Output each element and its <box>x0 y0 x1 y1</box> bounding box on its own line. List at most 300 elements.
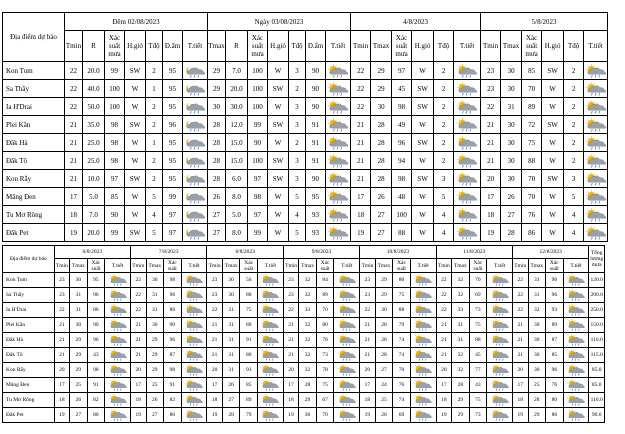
weather-cell <box>584 224 608 242</box>
value-cell: 32 <box>452 348 470 363</box>
value-cell: 89 <box>522 98 542 116</box>
value-cell: 5 <box>434 188 454 206</box>
location-name: Kon Tum <box>3 273 55 288</box>
weather-cell <box>487 273 513 288</box>
value-cell: 28 <box>371 170 392 188</box>
value-cell: 19 <box>513 408 528 423</box>
value-cell: 76 <box>316 333 334 348</box>
value-cell: 17 <box>351 188 371 206</box>
value-cell: 22 <box>131 303 146 318</box>
weather-cell <box>183 152 208 170</box>
value-cell: 2 <box>434 98 454 116</box>
sun-cloud-rain-icon <box>259 379 281 391</box>
value-cell: 30 <box>375 303 393 318</box>
column-header: T.tiết <box>334 259 360 273</box>
value-cell: 18 <box>436 393 451 408</box>
value-cell: 21 <box>131 348 146 363</box>
value-cell: 22 <box>360 303 375 318</box>
weather-cell <box>105 378 131 393</box>
value-cell: 100 <box>248 152 268 170</box>
value-cell: 21 <box>207 318 222 333</box>
value-cell: 30 <box>501 170 522 188</box>
sun-cloud-rain-icon <box>455 64 479 78</box>
value-cell: 95 <box>163 62 183 80</box>
value-cell: 100 <box>248 80 268 98</box>
value-cell: 97 <box>163 224 183 242</box>
value-cell: 74 <box>393 333 411 348</box>
weather-cell <box>584 170 608 188</box>
table-row <box>3 273 605 288</box>
sun-cloud-rain-icon <box>326 64 350 78</box>
value-cell: 95 <box>163 152 183 170</box>
total-rain-cell: 115.0 <box>589 348 605 363</box>
weather-cell <box>326 206 351 224</box>
column-header: H.gió <box>268 31 289 62</box>
value-cell: 99 <box>248 116 268 134</box>
value-cell: 28 <box>222 408 240 423</box>
value-cell: 7.0 <box>226 62 248 80</box>
value-cell: 87 <box>164 348 182 363</box>
value-cell: 100 <box>105 80 125 98</box>
column-header: Xác suất <box>393 259 411 273</box>
value-cell: 29 <box>375 273 393 288</box>
value-cell: 20 <box>207 363 222 378</box>
value-cell: 2 <box>564 80 584 98</box>
sun-cloud-rain-icon <box>412 274 434 286</box>
weather-cell <box>563 273 589 288</box>
value-cell: 27 <box>70 408 88 423</box>
value-cell: 30 <box>222 288 240 303</box>
column-header: Xác suất <box>87 259 105 273</box>
value-cell: 32 <box>299 363 317 378</box>
value-cell: 30 <box>528 333 546 348</box>
column-header: T.tiết <box>181 259 207 273</box>
value-cell: 5.0 <box>83 188 105 206</box>
value-cell: 4 <box>146 206 163 224</box>
value-cell: 97 <box>248 170 268 188</box>
cloud-rain-night-icon <box>183 136 207 150</box>
value-cell: 29 <box>375 288 393 303</box>
value-cell: 31 <box>501 98 522 116</box>
value-cell: 89 <box>546 318 564 333</box>
value-cell: 27 <box>146 408 164 423</box>
value-cell: 23 <box>360 288 375 303</box>
value-cell: 94 <box>392 152 412 170</box>
sun-cloud-rain-icon <box>565 334 587 346</box>
sun-cloud-rain-icon <box>584 226 608 240</box>
weather-cell <box>454 80 481 98</box>
weather-cell <box>105 393 131 408</box>
value-cell: 32 <box>299 318 317 333</box>
value-cell: 21 <box>283 318 298 333</box>
value-cell: 45 <box>469 348 487 363</box>
weather-cell <box>105 318 131 333</box>
value-cell: 96 <box>87 333 105 348</box>
value-cell: 30 <box>146 273 164 288</box>
value-cell: SW <box>412 134 434 152</box>
table-row <box>3 152 608 170</box>
sun-cloud-rain-icon <box>584 154 608 168</box>
value-cell: 21 <box>54 333 69 348</box>
value-cell: SW <box>268 80 289 98</box>
weather-cell <box>181 303 207 318</box>
value-cell: 8.0 <box>226 224 248 242</box>
value-cell: 3 <box>564 170 584 188</box>
value-cell: 90 <box>306 80 326 98</box>
sun-cloud-rain-icon <box>455 100 479 114</box>
cloud-rain-night-icon <box>183 118 207 132</box>
value-cell: SW <box>412 80 434 98</box>
value-cell: 74 <box>393 393 411 408</box>
column-header: Xác suất mưa <box>105 31 125 62</box>
value-cell: 91 <box>240 333 258 348</box>
value-cell: 70 <box>522 188 542 206</box>
value-cell: 4 <box>434 206 454 224</box>
value-cell: 20.0 <box>83 62 105 80</box>
sun-cloud-rain-icon <box>183 334 205 346</box>
value-cell: W <box>542 224 564 242</box>
value-cell: 73 <box>469 408 487 423</box>
total-rain-cell: 120.0 <box>589 273 605 288</box>
value-cell: 23 <box>207 273 222 288</box>
value-cell: 23 <box>207 288 222 303</box>
total-rain-cell: 250.0 <box>589 303 605 318</box>
table-row <box>3 134 608 152</box>
value-cell: 95 <box>306 188 326 206</box>
value-cell: 1 <box>146 134 163 152</box>
value-cell: 5 <box>146 188 163 206</box>
value-cell: 5 <box>146 224 163 242</box>
value-cell: 3 <box>289 62 306 80</box>
value-cell: 85 <box>546 348 564 363</box>
value-cell: 76 <box>522 206 542 224</box>
weather-cell <box>454 116 481 134</box>
sun-cloud-rain-icon <box>412 289 434 301</box>
value-cell: 25.0 <box>83 134 105 152</box>
value-cell: 96 <box>546 273 564 288</box>
value-cell: 30 <box>528 348 546 363</box>
sun-cloud-rain-icon <box>326 190 350 204</box>
value-cell: 73 <box>469 303 487 318</box>
value-cell: 99 <box>105 224 125 242</box>
column-header: Tmax <box>299 259 317 273</box>
value-cell: 25 <box>70 378 88 393</box>
value-cell: 96 <box>163 116 183 134</box>
sun-cloud-rain-icon <box>455 226 479 240</box>
column-header: T.tiết <box>563 259 589 273</box>
sun-cloud-rain-icon <box>489 319 511 331</box>
value-cell: W <box>125 206 146 224</box>
day-header: Đêm 02/08/2023 <box>65 13 208 31</box>
value-cell: 2 <box>564 134 584 152</box>
value-cell: W <box>268 224 289 242</box>
value-cell: 21 <box>436 348 451 363</box>
column-header: Tmax <box>528 259 546 273</box>
weather-cell <box>454 170 481 188</box>
sun-cloud-rain-icon <box>584 64 608 78</box>
value-cell: W <box>412 116 434 134</box>
value-cell: 30 <box>501 152 522 170</box>
value-cell: 20 <box>513 363 528 378</box>
location-name: Kon Rẫy <box>3 363 55 378</box>
value-cell: 80 <box>240 318 258 333</box>
weather-cell <box>563 333 589 348</box>
value-cell: 43 <box>469 378 487 393</box>
location-name: Tu Mơ Rông <box>3 393 55 408</box>
value-cell: 25 <box>146 378 164 393</box>
total-rain-header: Tổng lượng mưa <box>589 246 605 273</box>
table-row <box>3 206 608 224</box>
value-cell: 90 <box>306 98 326 116</box>
weather-cell <box>326 188 351 206</box>
value-cell: 27 <box>501 206 522 224</box>
weather-cell <box>487 303 513 318</box>
value-cell: W <box>268 62 289 80</box>
location-header: Địa điểm dự báo <box>3 13 65 62</box>
column-header: Tmin <box>351 31 371 62</box>
value-cell: 18 <box>54 393 69 408</box>
value-cell: 90 <box>164 318 182 333</box>
value-cell: 86 <box>164 303 182 318</box>
weather-cell <box>563 393 589 408</box>
sun-cloud-rain-icon <box>412 379 434 391</box>
weather-cell <box>410 318 436 333</box>
sun-cloud-rain-icon <box>259 349 281 361</box>
value-cell: SW <box>125 170 146 188</box>
sun-cloud-rain-icon <box>183 319 205 331</box>
sun-cloud-rain-icon <box>412 304 434 316</box>
sun-cloud-rain-icon <box>107 274 129 286</box>
weather-cell <box>334 288 360 303</box>
value-cell: 26 <box>70 393 88 408</box>
value-cell: 20.0 <box>83 224 105 242</box>
value-cell: 75 <box>316 378 334 393</box>
column-header: Tmax <box>222 259 240 273</box>
column-header: Xác suất <box>469 259 487 273</box>
sun-cloud-rain-icon <box>489 364 511 376</box>
value-cell: 88 <box>240 288 258 303</box>
weather-cell <box>334 363 360 378</box>
value-cell: 30.0 <box>226 98 248 116</box>
value-cell: 31 <box>528 273 546 288</box>
weather-cell <box>183 116 208 134</box>
value-cell: 20 <box>283 363 298 378</box>
value-cell: 29 <box>146 348 164 363</box>
table-row <box>3 318 605 333</box>
value-cell: 29 <box>70 363 88 378</box>
value-cell: 28 <box>528 393 546 408</box>
location-name: Plei Kần <box>3 116 65 134</box>
sun-cloud-rain-icon <box>107 289 129 301</box>
value-cell: 19 <box>54 408 69 423</box>
weather-cell <box>584 62 608 80</box>
value-cell: 28 <box>299 378 317 393</box>
value-cell: 32 <box>452 288 470 303</box>
column-header: H.gió <box>412 31 434 62</box>
value-cell: 2 <box>146 62 163 80</box>
weather-cell <box>326 62 351 80</box>
weather-cell <box>334 378 360 393</box>
value-cell: 98 <box>164 363 182 378</box>
value-cell: 3 <box>289 116 306 134</box>
value-cell: 5.0 <box>226 206 248 224</box>
weather-cell <box>183 206 208 224</box>
value-cell: 2 <box>434 116 454 134</box>
sun-cloud-rain-icon <box>336 319 358 331</box>
weather-cell <box>181 348 207 363</box>
weather-cell <box>105 333 131 348</box>
value-cell: SW <box>268 170 289 188</box>
value-cell: 19 <box>351 224 371 242</box>
value-cell: W <box>542 98 564 116</box>
value-cell: 32 <box>299 288 317 303</box>
value-cell: 22 <box>351 98 371 116</box>
weather-cell <box>326 170 351 188</box>
sun-cloud-rain-icon <box>336 379 358 391</box>
weather-cell <box>410 408 436 423</box>
value-cell: 23 <box>481 62 501 80</box>
value-cell: W <box>412 224 434 242</box>
value-cell: 35.0 <box>83 116 105 134</box>
sun-cloud-rain-icon <box>489 304 511 316</box>
weather-cell <box>563 303 589 318</box>
cloud-rain-night-icon <box>183 82 207 96</box>
weather-cell <box>584 188 608 206</box>
location-name: Đăk Pet <box>3 408 55 423</box>
value-cell: SW <box>542 170 564 188</box>
value-cell: 30 <box>528 318 546 333</box>
weather-cell <box>257 318 283 333</box>
column-header: T.tiết <box>257 259 283 273</box>
weather-cell <box>454 206 481 224</box>
value-cell: 91 <box>306 116 326 134</box>
value-cell: 91 <box>306 134 326 152</box>
location-header: Địa điểm dự báo <box>3 246 55 273</box>
value-cell: 70 <box>316 408 334 423</box>
value-cell: 29 <box>70 333 88 348</box>
value-cell: 21 <box>65 152 83 170</box>
value-cell: W <box>542 80 564 98</box>
value-cell: 23 <box>481 80 501 98</box>
weather-cell <box>454 224 481 242</box>
column-header: T.tiết <box>410 259 436 273</box>
weather-cell <box>487 333 513 348</box>
value-cell: 31 <box>70 288 88 303</box>
value-cell: 45 <box>392 80 412 98</box>
value-cell: 32 <box>452 273 470 288</box>
value-cell: 17 <box>54 378 69 393</box>
sun-cloud-rain-icon <box>584 172 608 186</box>
value-cell: 29 <box>146 363 164 378</box>
value-cell: 96 <box>164 333 182 348</box>
sun-cloud-rain-icon <box>584 118 608 132</box>
value-cell: 95 <box>163 134 183 152</box>
sun-cloud-rain-icon <box>489 409 511 421</box>
value-cell: SW <box>125 224 146 242</box>
location-name: Đăk Pet <box>3 224 65 242</box>
value-cell: 88 <box>469 333 487 348</box>
weather-cell <box>257 288 283 303</box>
value-cell: 31 <box>222 303 240 318</box>
value-cell: 4 <box>434 224 454 242</box>
value-cell: 85 <box>105 188 125 206</box>
value-cell: 28 <box>371 152 392 170</box>
value-cell: 98 <box>87 363 105 378</box>
value-cell: 22 <box>283 303 298 318</box>
value-cell: 86 <box>522 224 542 242</box>
weather-cell <box>454 98 481 116</box>
weather-cell <box>183 98 208 116</box>
value-cell: 73 <box>316 348 334 363</box>
value-cell: 31 <box>452 333 470 348</box>
value-cell: 20.0 <box>226 80 248 98</box>
table-row <box>3 348 605 363</box>
value-cell: 5 <box>564 188 584 206</box>
value-cell: 5 <box>289 188 306 206</box>
sun-cloud-rain-icon <box>565 304 587 316</box>
value-cell: 98 <box>164 273 182 288</box>
sun-cloud-rain-icon <box>584 190 608 204</box>
value-cell: 31 <box>222 333 240 348</box>
column-header: Tmin <box>283 259 298 273</box>
value-cell: SW <box>412 170 434 188</box>
value-cell: 80 <box>87 408 105 423</box>
value-cell: 4 <box>564 224 584 242</box>
value-cell: 21 <box>54 348 69 363</box>
column-header: Tmin <box>436 259 451 273</box>
value-cell: 19 <box>283 408 298 423</box>
value-cell: 7.0 <box>83 206 105 224</box>
sun-cloud-rain-icon <box>326 82 350 96</box>
weather-cell <box>326 152 351 170</box>
value-cell: 23 <box>283 288 298 303</box>
weather-cell <box>584 116 608 134</box>
value-cell: 3 <box>289 152 306 170</box>
value-cell: 29 <box>208 62 226 80</box>
value-cell: 26 <box>208 188 226 206</box>
weather-cell <box>326 134 351 152</box>
value-cell: 70 <box>469 273 487 288</box>
value-cell: 97 <box>105 170 125 188</box>
column-header: Đ.ẩm <box>306 31 326 62</box>
value-cell: 21 <box>283 348 298 363</box>
value-cell: 31 <box>146 288 164 303</box>
value-cell: 19 <box>436 408 451 423</box>
value-cell: 80 <box>546 393 564 408</box>
value-cell: 33 <box>452 303 470 318</box>
value-cell: 20 <box>436 363 451 378</box>
value-cell: 2 <box>146 170 163 188</box>
value-cell: W <box>268 206 289 224</box>
value-cell: 84 <box>316 273 334 288</box>
value-cell: 43 <box>87 348 105 363</box>
value-cell: 21 <box>65 170 83 188</box>
column-header: Tđộ <box>434 31 454 62</box>
sun-cloud-rain-icon <box>107 349 129 361</box>
value-cell: 21 <box>65 134 83 152</box>
sun-cloud-rain-icon <box>326 100 350 114</box>
value-cell: 2 <box>434 134 454 152</box>
value-cell: 31 <box>222 348 240 363</box>
weather-cell <box>563 288 589 303</box>
location-name: Đăk Tô <box>3 152 65 170</box>
value-cell: 2 <box>434 152 454 170</box>
value-cell: 23 <box>54 273 69 288</box>
value-cell: 88 <box>522 152 542 170</box>
sun-cloud-rain-icon <box>336 364 358 376</box>
value-cell: 12.0 <box>226 116 248 134</box>
value-cell: 25.0 <box>83 152 105 170</box>
